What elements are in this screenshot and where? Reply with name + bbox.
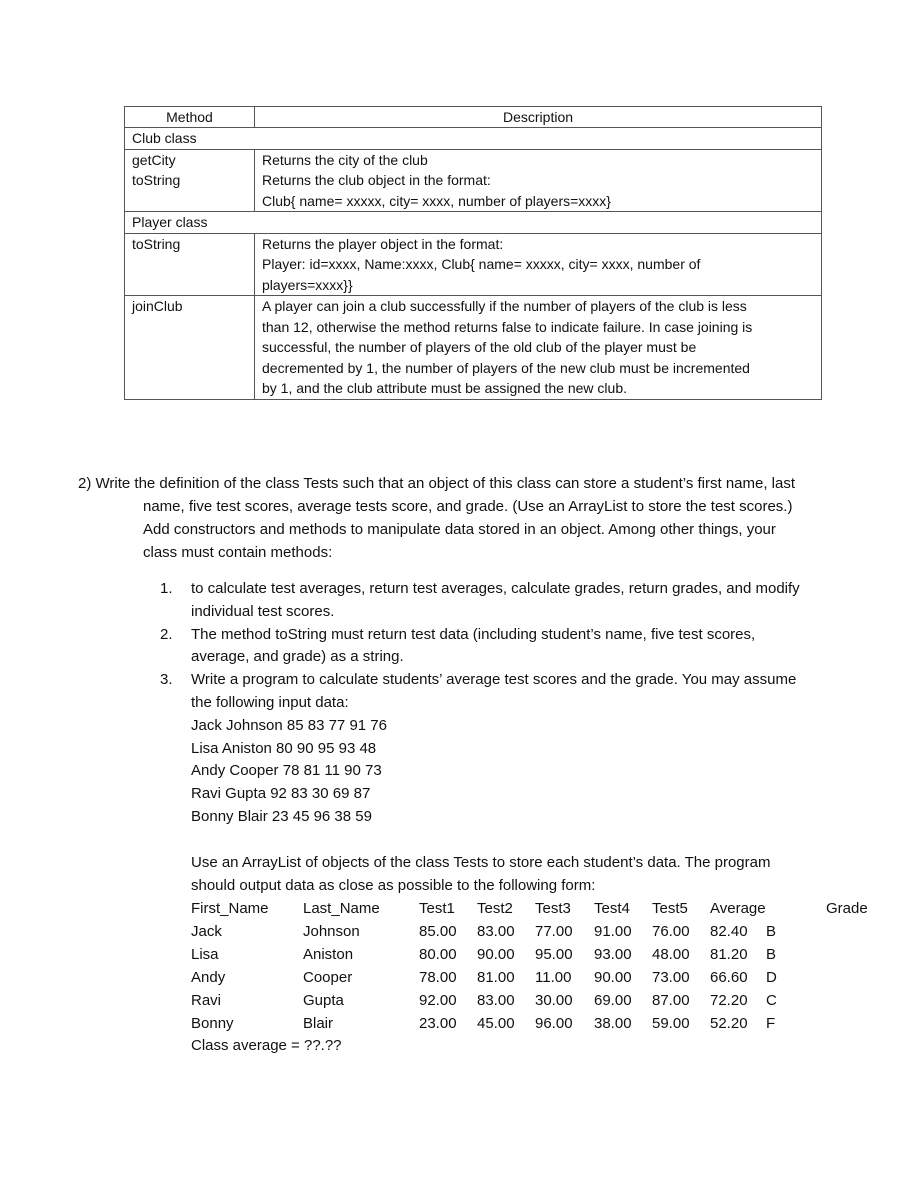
output-cell: 91.00 xyxy=(594,923,632,940)
question-line-3: Add constructors and methods to manipulate data stored in an object. Among other things, your xyxy=(143,521,776,538)
table-row xyxy=(125,233,822,296)
output-header-cell: Test5 xyxy=(652,900,688,917)
club-tostring-description: Returns the club object in the format: xyxy=(262,172,491,188)
output-cell: 78.00 xyxy=(419,969,457,986)
output-header-cell: First_Name xyxy=(191,900,269,917)
method-header: Method xyxy=(125,107,255,128)
output-cell: 92.00 xyxy=(419,992,457,1009)
list-line: to calculate test averages, return test averages, calculate grades, return grades, and modify xyxy=(191,580,800,597)
club-class-row xyxy=(125,128,822,150)
output-cell: 38.00 xyxy=(594,1015,632,1032)
method-joinclub: joinClub xyxy=(125,296,255,400)
getcity-description: Returns the city of the club xyxy=(262,151,428,168)
methods-table xyxy=(124,106,822,400)
table-row xyxy=(125,296,822,400)
joinclub-line: by 1, and the club attribute must be assigned the new club. xyxy=(262,380,628,396)
output-header-cell: Last_Name xyxy=(303,900,380,917)
output-instructions xyxy=(191,851,841,897)
output-cell: B xyxy=(766,946,777,963)
player-tostring-format-cont: players=xxxx}} xyxy=(262,276,353,293)
list-line: individual test scores. xyxy=(191,602,335,620)
output-cell: 96.00 xyxy=(535,1015,573,1032)
club-class-label: Club class xyxy=(125,128,822,150)
output-cell: Johnson xyxy=(303,923,360,940)
joinclub-line: decremented by 1, the number of players of the new club must be incremented xyxy=(262,359,750,376)
description-cell xyxy=(255,296,822,400)
list-item xyxy=(160,578,870,624)
description-header: Description xyxy=(255,107,822,128)
table-header-row xyxy=(125,107,822,128)
output-cell: 23.00 xyxy=(419,1015,457,1032)
list-line: average, and grade) as a string. xyxy=(191,648,404,666)
output-cell: Gupta xyxy=(303,992,344,1009)
output-cell: C xyxy=(766,992,777,1009)
list-line: The method toString must return test data (including student’s name, five test scores, xyxy=(191,625,756,643)
requirements-list xyxy=(160,578,870,829)
output-header-cell: Test2 xyxy=(477,900,513,917)
input-data-line: Andy Cooper 78 81 11 90 73 xyxy=(191,762,382,780)
output-cell: Lisa xyxy=(191,946,219,963)
output-cell: Bonny xyxy=(191,1015,234,1032)
output-cell: 81.20 xyxy=(710,946,748,963)
output-cell: 52.20 xyxy=(710,1015,748,1032)
output-cell: 80.00 xyxy=(419,946,457,963)
output-cell: 90.00 xyxy=(594,969,632,986)
output-cell: F xyxy=(766,1015,776,1032)
joinclub-line: successful, the number of players of the old club of the player must be xyxy=(262,339,697,355)
instruction-line: should output data as close as possible to the following form: xyxy=(191,877,596,894)
method-getcity: getCity xyxy=(132,151,176,168)
player-tostring-format: Player: id=xxxx, Name:xxxx, Club{ name= xxxxx, city= xxxx, number of xyxy=(262,256,701,272)
output-cell: 95.00 xyxy=(535,946,573,963)
player-tostring-description: Returns the player object in the format: xyxy=(262,235,504,252)
description-cell xyxy=(255,149,822,212)
output-cell: 59.00 xyxy=(652,1015,690,1032)
input-data-line: Bonny Blair 23 45 96 38 59 xyxy=(191,807,372,825)
input-data-line: Jack Johnson 85 83 77 91 76 xyxy=(191,716,387,734)
list-line: the following input data: xyxy=(191,693,349,711)
description-cell xyxy=(255,233,822,296)
output-cell: 11.00 xyxy=(535,969,572,986)
output-header-cell: Average xyxy=(710,900,766,917)
table-row xyxy=(125,149,822,212)
output-cell: D xyxy=(766,969,777,986)
question-line-2: name, five test scores, average tests score, and grade. (Use an ArrayList to store the test scores.) xyxy=(143,498,793,515)
output-cell: 66.60 xyxy=(710,969,748,986)
instruction-line: Use an ArrayList of objects of the class Tests to store each student’s data. The program xyxy=(191,854,771,871)
output-header-cell: Grade xyxy=(826,900,868,917)
output-cell: 72.20 xyxy=(710,992,748,1009)
output-cell: Ravi xyxy=(191,992,222,1009)
output-cell: 83.00 xyxy=(477,992,515,1009)
output-cell: Aniston xyxy=(303,946,354,963)
question-body xyxy=(143,495,863,564)
output-header-cell: Test1 xyxy=(419,900,455,917)
output-cell: 87.00 xyxy=(652,992,690,1009)
list-number: 3. xyxy=(160,671,173,689)
output-cell: Jack xyxy=(191,923,222,940)
list-number: 2. xyxy=(160,625,173,643)
method-club-tostring: toString xyxy=(132,172,181,188)
output-cell: Andy xyxy=(191,969,226,986)
method-cell xyxy=(125,149,255,212)
output-cell: 93.00 xyxy=(594,946,632,963)
output-cell: 30.00 xyxy=(535,992,573,1009)
list-number: 1. xyxy=(160,580,173,597)
joinclub-line: A player can join a club successfully if the number of players of the club is less xyxy=(262,298,747,314)
output-cell: 73.00 xyxy=(652,969,690,986)
output-cell: B xyxy=(766,923,777,940)
joinclub-line: than 12, otherwise the method returns false to indicate failure. In case joining is xyxy=(262,318,753,335)
output-cell: Blair xyxy=(303,1015,334,1032)
output-header-cell: Test3 xyxy=(535,900,571,917)
output-cell: 76.00 xyxy=(652,923,690,940)
output-cell: 45.00 xyxy=(477,1015,515,1032)
output-cell: 69.00 xyxy=(594,992,632,1009)
class-average: Class average = ??.?? xyxy=(191,1037,342,1054)
input-data-line: Ravi Gupta 92 83 30 69 87 xyxy=(191,785,371,803)
player-class-label: Player class xyxy=(125,212,822,234)
output-cell: 85.00 xyxy=(419,923,457,940)
output-cell: 81.00 xyxy=(477,969,515,986)
question-line-1: 2) Write the definition of the class Tests such that an object of this class can store a student’s first name, last xyxy=(78,475,796,492)
list-item xyxy=(160,669,870,829)
output-header-cell: Test4 xyxy=(594,900,630,917)
output-cell: 90.00 xyxy=(477,946,515,963)
output-cell: Cooper xyxy=(303,969,353,986)
list-line: Write a program to calculate students’ average test scores and the grade. You may assume xyxy=(191,671,797,689)
output-cell: 82.40 xyxy=(710,923,748,940)
input-data-line: Lisa Aniston 80 90 95 93 48 xyxy=(191,739,377,757)
question-line-4: class must contain methods: xyxy=(143,544,333,561)
club-tostring-format: Club{ name= xxxxx, city= xxxx, number of players=xxxx} xyxy=(262,192,611,209)
output-cell: 83.00 xyxy=(477,923,515,940)
list-item xyxy=(160,624,870,670)
output-cell: 48.00 xyxy=(652,946,690,963)
method-player-tostring: toString xyxy=(125,233,255,296)
player-class-row xyxy=(125,212,822,234)
output-cell: 77.00 xyxy=(535,923,573,940)
